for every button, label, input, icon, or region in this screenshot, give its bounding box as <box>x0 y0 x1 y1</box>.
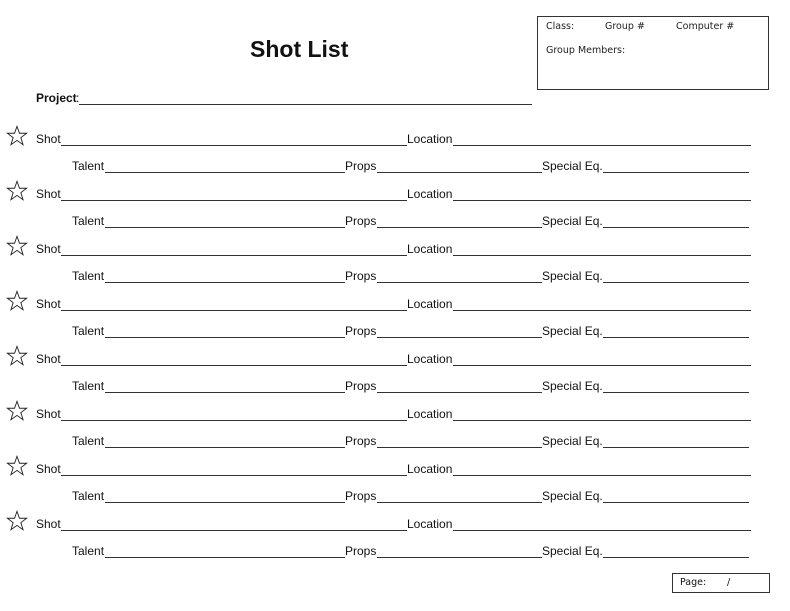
location-field[interactable] <box>453 310 751 311</box>
shot-field[interactable] <box>61 255 407 256</box>
star-outline-icon <box>6 180 28 202</box>
props-label: Props <box>345 544 377 558</box>
project-label: Project <box>36 91 77 105</box>
talent-field[interactable] <box>105 282 345 283</box>
shot-field[interactable] <box>61 475 407 476</box>
star-outline-icon <box>6 235 28 257</box>
shot-field[interactable] <box>61 530 407 531</box>
location-label: Location <box>407 187 453 201</box>
location-field[interactable] <box>453 530 751 531</box>
shot-label: Shot <box>36 242 61 256</box>
special-equipment-label: Special Eq. <box>542 324 603 338</box>
shot-label: Shot <box>36 187 61 201</box>
class-info-box <box>537 16 769 90</box>
special-equipment-field[interactable] <box>603 557 749 558</box>
talent-label: Talent <box>72 269 105 283</box>
computer-number-label: Computer # <box>676 21 735 32</box>
group-members-label: Group Members: <box>546 45 626 56</box>
star-outline-icon <box>6 345 28 367</box>
page-number-box <box>672 573 770 593</box>
special-equipment-field[interactable] <box>603 227 749 228</box>
props-field[interactable] <box>377 337 542 338</box>
props-label: Props <box>345 434 377 448</box>
project-field[interactable] <box>79 104 532 105</box>
shot-label: Shot <box>36 297 61 311</box>
special-equipment-field[interactable] <box>603 282 749 283</box>
talent-label: Talent <box>72 434 105 448</box>
project-colon: : <box>76 91 80 105</box>
location-field[interactable] <box>453 145 751 146</box>
group-number-label: Group # <box>605 21 645 32</box>
location-field[interactable] <box>453 365 751 366</box>
location-label: Location <box>407 407 453 421</box>
star-outline-icon <box>6 510 28 532</box>
special-equipment-field[interactable] <box>603 392 749 393</box>
props-field[interactable] <box>377 172 542 173</box>
special-equipment-field[interactable] <box>603 447 749 448</box>
props-label: Props <box>345 489 377 503</box>
shot-field[interactable] <box>61 200 407 201</box>
location-field[interactable] <box>453 420 751 421</box>
shot-field[interactable] <box>61 365 407 366</box>
special-equipment-field[interactable] <box>603 172 749 173</box>
props-field[interactable] <box>377 392 542 393</box>
talent-field[interactable] <box>105 392 345 393</box>
props-label: Props <box>345 379 377 393</box>
special-equipment-label: Special Eq. <box>542 214 603 228</box>
talent-field[interactable] <box>105 337 345 338</box>
talent-field[interactable] <box>105 557 345 558</box>
props-label: Props <box>345 324 377 338</box>
page-label: Page: <box>680 577 707 588</box>
location-label: Location <box>407 517 453 531</box>
page-title: Shot List <box>250 36 349 62</box>
special-equipment-label: Special Eq. <box>542 269 603 283</box>
talent-label: Talent <box>72 324 105 338</box>
talent-field[interactable] <box>105 447 345 448</box>
talent-label: Talent <box>72 159 105 173</box>
talent-label: Talent <box>72 489 105 503</box>
location-label: Location <box>407 242 453 256</box>
location-label: Location <box>407 297 453 311</box>
star-outline-icon <box>6 400 28 422</box>
props-field[interactable] <box>377 447 542 448</box>
special-equipment-label: Special Eq. <box>542 489 603 503</box>
location-label: Location <box>407 132 453 146</box>
special-equipment-field[interactable] <box>603 502 749 503</box>
location-field[interactable] <box>453 200 751 201</box>
shot-label: Shot <box>36 407 61 421</box>
props-field[interactable] <box>377 227 542 228</box>
location-field[interactable] <box>453 475 751 476</box>
props-field[interactable] <box>377 557 542 558</box>
talent-label: Talent <box>72 214 105 228</box>
location-field[interactable] <box>453 255 751 256</box>
location-label: Location <box>407 352 453 366</box>
shot-field[interactable] <box>61 145 407 146</box>
star-outline-icon <box>6 290 28 312</box>
talent-label: Talent <box>72 544 105 558</box>
props-label: Props <box>345 159 377 173</box>
talent-label: Talent <box>72 379 105 393</box>
props-label: Props <box>345 269 377 283</box>
special-equipment-field[interactable] <box>603 337 749 338</box>
props-label: Props <box>345 214 377 228</box>
talent-field[interactable] <box>105 502 345 503</box>
special-equipment-label: Special Eq. <box>542 379 603 393</box>
star-outline-icon <box>6 125 28 147</box>
props-field[interactable] <box>377 282 542 283</box>
talent-field[interactable] <box>105 172 345 173</box>
star-outline-icon <box>6 455 28 477</box>
shot-label: Shot <box>36 352 61 366</box>
shot-label: Shot <box>36 517 61 531</box>
shot-label: Shot <box>36 462 61 476</box>
class-label: Class: <box>546 21 575 32</box>
page-separator: / <box>727 577 731 588</box>
location-label: Location <box>407 462 453 476</box>
shot-label: Shot <box>36 132 61 146</box>
special-equipment-label: Special Eq. <box>542 434 603 448</box>
shot-field[interactable] <box>61 420 407 421</box>
talent-field[interactable] <box>105 227 345 228</box>
props-field[interactable] <box>377 502 542 503</box>
shot-field[interactable] <box>61 310 407 311</box>
special-equipment-label: Special Eq. <box>542 159 603 173</box>
special-equipment-label: Special Eq. <box>542 544 603 558</box>
